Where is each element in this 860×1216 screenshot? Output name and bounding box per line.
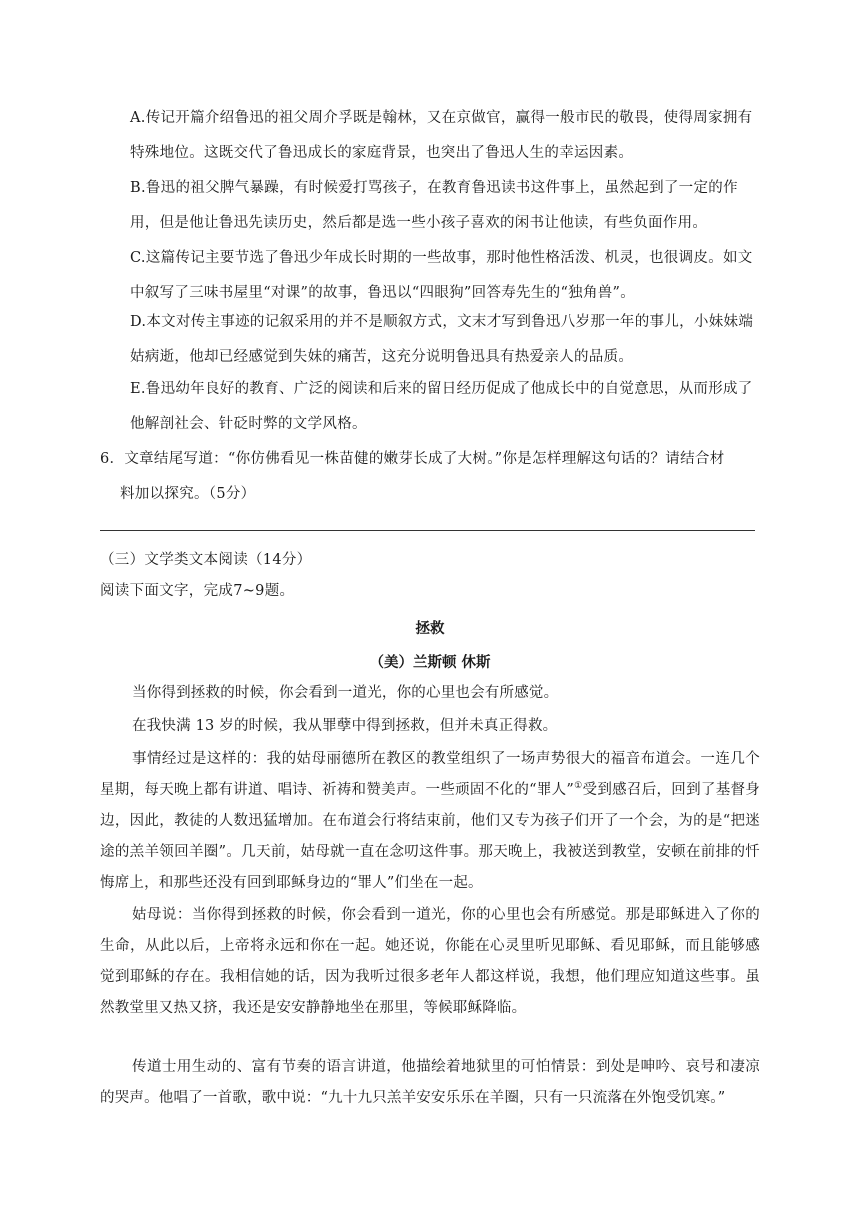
paragraph-5: 传道士用生动的、富有节奏的语言讲道，他描绘着地狱里的可怕情景：到处是呻吟、哀号和凄凉的哭声。他唱了一首歌，歌中说：“九十九只羔羊安安乐乐在羊圈，只有一只流落在外饱受饥寒。” (100, 1059, 760, 1106)
option-e (130, 372, 760, 442)
question-6 (100, 442, 760, 512)
option-d-letter: D. (130, 314, 147, 330)
option-a-text: 传记开篇介绍鲁迅的祖父周介孚既是翰林，又在京做官，赢得一般市民的敬畏，使得周家拥有特殊地位。这既交代了鲁迅成长的家庭背景，也突出了鲁迅人生的幸运因素。 (130, 110, 753, 161)
story-author: （美）兰斯顿 休斯 (369, 654, 491, 671)
option-c-letter: C. (130, 250, 146, 266)
option-a (130, 101, 760, 171)
option-e-text: 鲁迅幼年良好的教育、广泛的阅读和后来的留日经历促成了他成长中的自觉意思，从而形成了他解剖社会、针砭时弊的文学风格。 (130, 381, 753, 432)
paragraph-3-part2: 受到感召后，回到了基督身边，因此，教徒的人数迅猛增加。在布道会行将结束前，他们又专为孩子们开了一个会，为的是“把迷途的羔羊领回羊圈”。几天前，姑母就一直在念叨这件事。那天晚上，我被送到教堂，安顿在前排的忏悔席上，和那些还没有回到耶稣身边的“罪人”们坐在一起。 (100, 782, 760, 891)
paragraph-1: 当你得到拯救的时候，你会看到一道光，你的心里也会有所感觉。 (132, 685, 559, 701)
question-6-line2: 料加以探究。（5分） (120, 486, 256, 502)
option-d-text: 本文对传主事迹的记叙采用的并不是顺叙方式，文末才写到鲁迅八岁那一年的事儿，小妹妹端姑病逝，他却已经感觉到失妹的痛苦，这充分说明鲁迅具有热爱亲人的品质。 (130, 314, 754, 365)
section-divider (100, 530, 755, 531)
paragraph-2: 在我快满 13 岁的时候，我从罪孽中得到拯救，但并未真正得救。 (132, 718, 558, 734)
footnote-marker: ① (574, 781, 583, 792)
question-6-line1: 6．文章结尾写道：“你仿佛看见一株苗健的嫩芽长成了大树。”你是怎样理解这句话的？请结合材 (100, 451, 725, 467)
story-title: 拯救 (415, 620, 445, 637)
paragraph-3-part1: 事情经过是这样的：我的姑母丽德所在教区的教堂组织了一场声势很大的福音布道会。一连几个星期，每天晚上都有讲道、唱诗、祈祷和赞美声。一些顽固不化的“罪人” (100, 751, 760, 798)
section-heading: （三）文学类文本阅读（14分） (100, 552, 312, 568)
option-c-text: 这篇传记主要节选了鲁迅少年成长时期的一些故事，那时他性格活泼、机灵，也很调皮。如文中叙写了三味书屋里“对课”的故事，鲁迅以“四眼狗”回答寿先生的“独角兽”。 (130, 250, 753, 301)
paragraph-3 (100, 744, 760, 899)
option-a-letter: A. (130, 110, 146, 126)
option-c (130, 241, 760, 311)
paragraph-4: 姑母说：当你得到拯救的时候，你会看到一道光，你的心里也会有所感觉。那是耶稣进入了你的生命，从此以后，上帝将永远和你在一起。她还说，你能在心灵里听见耶稣、看见耶稣，而且能够感觉到耶稣的存在。我相信她的话，因为我听过很多老年人都这样说，我想，他们理应知道这些事。虽然教堂里又热又挤，我还是安安静静地坐在那里，等候耶稣降临。 (100, 907, 760, 1016)
option-b (130, 171, 760, 241)
option-b-text: 鲁迅的祖父脾气暴躁，有时候爱打骂孩子，在教育鲁迅读书这件事上，虽然起到了一定的作用，但是他让鲁迅先读历史，然后都是选一些小孩子喜欢的闲书让他读，有些负面作用。 (130, 180, 738, 231)
option-e-letter: E. (130, 381, 146, 397)
option-b-letter: B. (130, 180, 146, 196)
option-d (130, 305, 760, 375)
section-instruction: 阅读下面文字，完成7~9题。 (100, 583, 295, 599)
